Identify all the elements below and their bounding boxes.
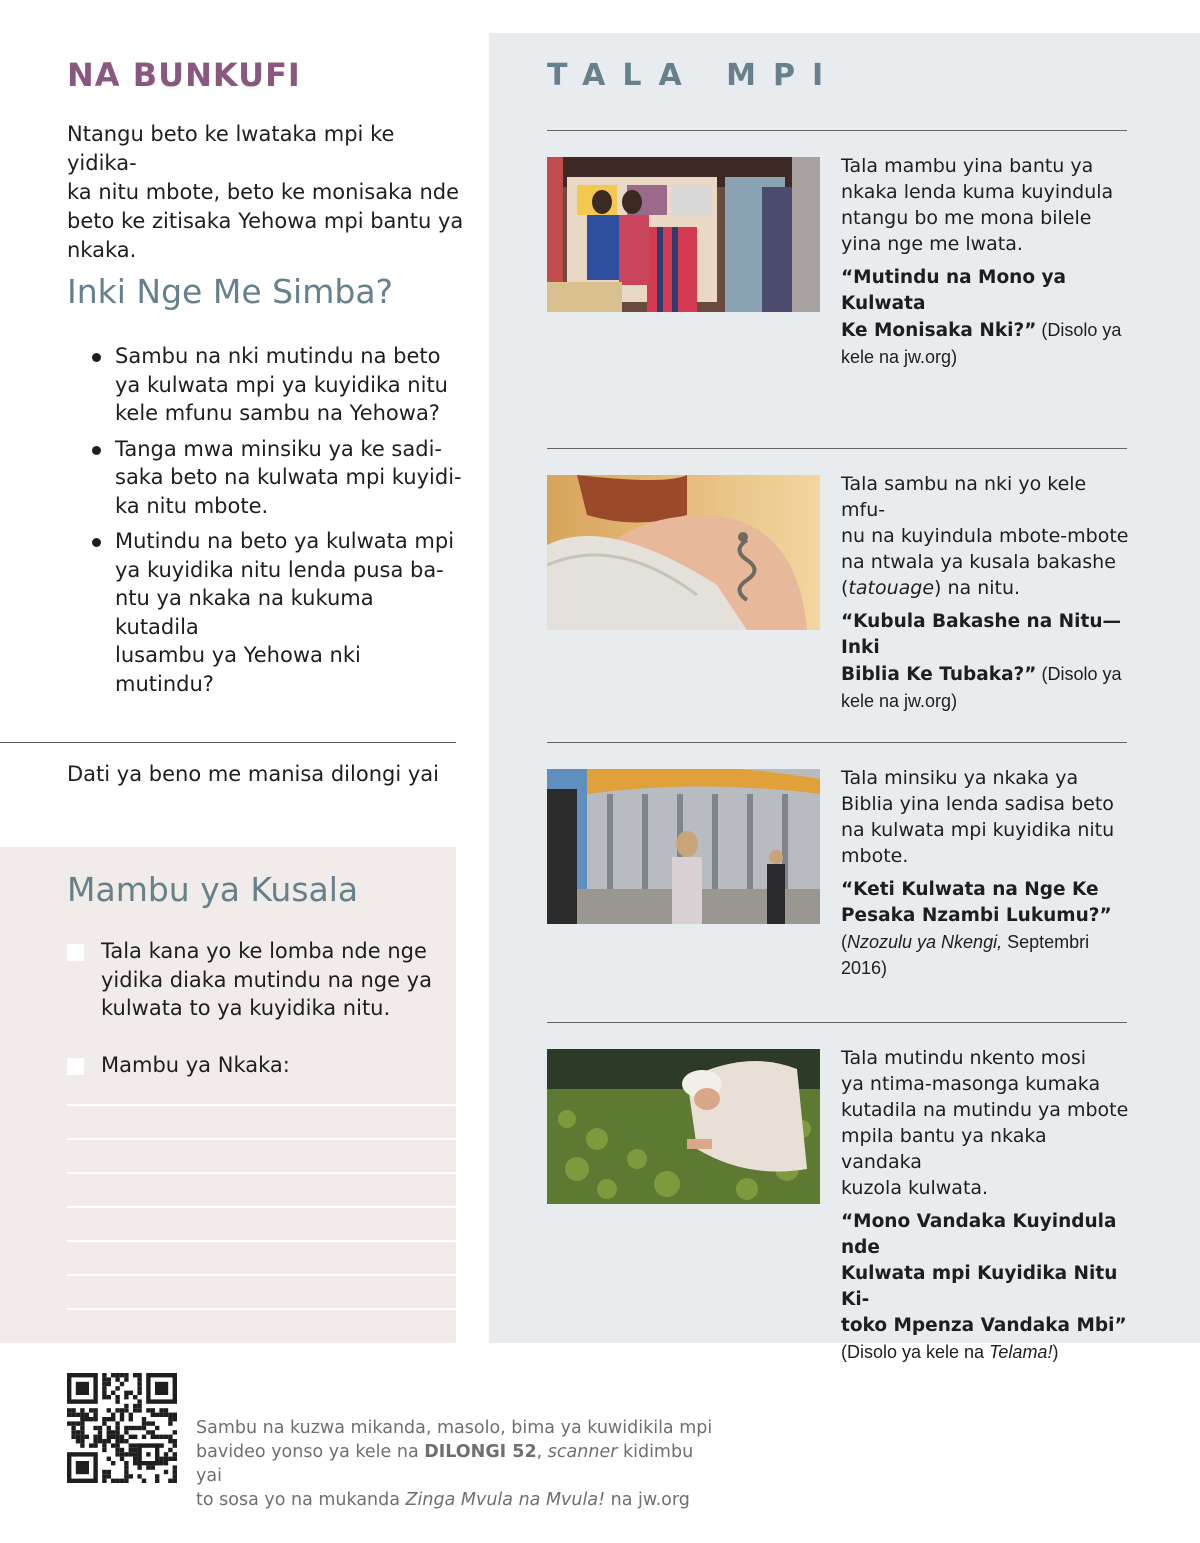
- todo-item-other: [67, 1051, 447, 1080]
- desc-text: ) na nitu.: [934, 577, 1021, 599]
- divider: [547, 130, 1127, 131]
- review-questions-list: [92, 342, 462, 705]
- desc-line: Biblia yina lenda sadisa beto: [841, 793, 1114, 815]
- desc-line: ntangu bo me mona bilele: [841, 207, 1092, 229]
- review-question: [92, 527, 462, 698]
- citation-title[interactable]: “Kubula Bakashe na Nitu—Inki: [841, 611, 1121, 658]
- checkbox[interactable]: [67, 944, 84, 961]
- reference-item: [841, 1045, 1131, 1365]
- reference-item: [841, 153, 1131, 370]
- reference-citation[interactable]: [841, 265, 1131, 370]
- citation-title[interactable]: “Mono Vandaka Kuyindula nde: [841, 1211, 1117, 1258]
- reference-item: [841, 471, 1131, 714]
- question-line: ka nitu mbote.: [115, 493, 269, 518]
- desc-line: Tala sambu na nki yo kele mfu-: [841, 473, 1087, 521]
- footer-text: kidimbu yai: [196, 1442, 694, 1486]
- write-line[interactable]: [67, 1104, 456, 1106]
- desc-text: (: [841, 577, 849, 599]
- source-text: Septembri: [1002, 932, 1090, 952]
- divider: [547, 1022, 1127, 1023]
- reference-description: [841, 153, 1131, 257]
- source-publication: Telama!: [989, 1342, 1053, 1362]
- question-line: Mutindu na beto ya kulwata mpi: [115, 529, 455, 553]
- todo-line: kulwata to ya kuyidika nitu.: [101, 996, 391, 1020]
- footer-text: ,: [536, 1442, 548, 1462]
- book-title: Zinga Mvula na Mvula!: [405, 1490, 606, 1510]
- desc-line: yina nge me lwata.: [841, 233, 1023, 255]
- citation-title[interactable]: Ke Monisaka Nki?”: [841, 320, 1037, 341]
- footer-line: [196, 1488, 716, 1512]
- date-write-line[interactable]: [0, 742, 456, 743]
- citation-title[interactable]: “Mutindu na Mono ya Kulwata: [841, 267, 1067, 314]
- reference-item: [841, 765, 1131, 981]
- see-also-heading: TALA MPI: [547, 58, 841, 93]
- intro-line: Ntangu beto ke lwataka mpi ke yidika-: [67, 122, 395, 175]
- citation-source: kele na jw.org): [841, 691, 958, 711]
- intro-line: nkaka.: [67, 238, 137, 262]
- footer-text: bavideo yonso ya kele na: [196, 1442, 425, 1462]
- todo-panel: [0, 847, 456, 1343]
- footer-line: Sambu na kuzwa mikanda, masolo, bima ya kuwidikila mpi: [196, 1418, 713, 1438]
- checkbox[interactable]: [67, 1058, 84, 1075]
- citation-title[interactable]: Pesaka Nzambi Lukumu?”: [841, 905, 1112, 926]
- desc-line: nu na kuyindula mbote-mbote: [841, 525, 1129, 547]
- reference-description: [841, 471, 1131, 601]
- reference-description: [841, 765, 1131, 869]
- footer-note: [196, 1416, 716, 1512]
- source-text: (: [841, 932, 847, 952]
- reference-description: [841, 1045, 1131, 1201]
- desc-line: Tala minsiku ya nkaka ya: [841, 767, 1079, 789]
- date-completed-label: Dati ya beno me manisa dilongi yai: [67, 762, 439, 786]
- todo-line: Tala kana yo ke lomba nde nge: [101, 939, 427, 963]
- reference-citation[interactable]: [841, 609, 1131, 714]
- clothing-store-photo: [547, 157, 820, 312]
- desc-line: ya ntima-masonga kumaka: [841, 1073, 1101, 1095]
- citation-title[interactable]: toko Mpenza Vandaka Mbi”: [841, 1315, 1127, 1336]
- source-publication: Nzozulu ya Nkengi,: [847, 932, 1003, 952]
- footer-text: to sosa yo na mukanda: [196, 1490, 406, 1510]
- desc-line: kutadila na mutindu ya mbote: [841, 1099, 1129, 1121]
- citation-title[interactable]: Biblia Ke Tubaka?”: [841, 664, 1037, 685]
- desc-line: mpila bantu ya nkaka vandaka: [841, 1125, 1047, 1173]
- intro-line: beto ke zitisaka Yehowa mpi bantu ya: [67, 209, 464, 233]
- citation-source: kele na jw.org): [841, 347, 958, 367]
- question-line: ya kulwata mpi ya kuyidika nitu: [115, 372, 448, 397]
- citation-title[interactable]: Kulwata mpi Kuyidika Nitu Ki-: [841, 1263, 1118, 1310]
- citation-title[interactable]: “Keti Kulwata na Nge Ke: [841, 879, 1099, 900]
- divider: [547, 448, 1127, 449]
- question-line: Tanga mwa minsiku ya ke sadi-: [115, 436, 442, 461]
- section-heading-summary: NA BUNKUFI: [67, 56, 301, 94]
- bullet-icon: [92, 538, 101, 547]
- citation-source: 2016): [841, 958, 888, 978]
- bullet-icon: [92, 353, 101, 362]
- todo-line: Mambu ya Nkaka:: [101, 1053, 290, 1077]
- reference-citation[interactable]: [841, 877, 1131, 981]
- desc-line: kuzola kulwata.: [841, 1177, 989, 1199]
- write-line[interactable]: [67, 1138, 456, 1140]
- question-line: ntu ya nkaka na kukuma kutadila: [115, 586, 374, 639]
- intro-line: ka nitu mbote, beto ke monisaka nde: [67, 180, 460, 204]
- citation-source: [841, 929, 1131, 955]
- source-text: ): [1052, 1342, 1059, 1362]
- review-questions-heading: Inki Nge Me Simba?: [67, 272, 394, 311]
- reference-citation[interactable]: [841, 1209, 1131, 1365]
- divider: [547, 742, 1127, 743]
- review-question: [92, 342, 462, 428]
- lesson-number: DILONGI 52: [424, 1442, 537, 1462]
- bullet-icon: [92, 446, 101, 455]
- desc-line: na ntwala ya kusala bakashe: [841, 551, 1116, 573]
- write-line[interactable]: [67, 1308, 456, 1310]
- citation-source: (Disolo ya: [1036, 664, 1122, 684]
- question-line: ya kuyidika nitu lenda pusa ba-: [115, 557, 444, 582]
- desc-line: Tala mambu yina bantu ya: [841, 155, 1094, 177]
- citation-source: [841, 1339, 1131, 1365]
- desc-line: mbote.: [841, 845, 909, 867]
- review-question: [92, 435, 462, 521]
- qr-code-icon[interactable]: [67, 1373, 177, 1483]
- write-line[interactable]: [67, 1206, 456, 1208]
- desc-line: Tala mutindu nkento mosi: [841, 1047, 1087, 1069]
- question-line: kele mfunu sambu na Yehowa?: [115, 401, 440, 425]
- citation-source: (Disolo ya: [1036, 320, 1122, 340]
- write-line[interactable]: [67, 1172, 456, 1174]
- stadium-reporter-photo: [547, 769, 820, 924]
- desc-line: nkaka lenda kuma kuyindula: [841, 181, 1114, 203]
- tattoo-shoulder-photo: [547, 475, 820, 630]
- footer-italic: scanner: [547, 1442, 618, 1462]
- question-line: saka beto na kulwata mpi kuyidi-: [115, 465, 462, 489]
- source-text: (Disolo ya kele na: [841, 1342, 990, 1362]
- footer-text: na jw.org: [605, 1490, 690, 1510]
- desc-line: [841, 575, 1131, 601]
- desc-italic-term: tatouage: [848, 577, 935, 599]
- field-worker-photo: [547, 1049, 820, 1204]
- question-line: Sambu na nki mutindu na beto: [115, 344, 441, 368]
- todo-line: yidika diaka mutindu na nge ya: [101, 967, 432, 992]
- footer-line: [196, 1440, 716, 1488]
- desc-line: na kulwata mpi kuyidika nitu: [841, 819, 1115, 841]
- intro-paragraph: [67, 120, 467, 265]
- todo-item: [67, 937, 447, 1023]
- write-line[interactable]: [67, 1274, 456, 1276]
- question-line: lusambu ya Yehowa nki mutindu?: [115, 643, 361, 696]
- write-line[interactable]: [67, 1240, 456, 1242]
- todo-heading: Mambu ya Kusala: [67, 870, 359, 909]
